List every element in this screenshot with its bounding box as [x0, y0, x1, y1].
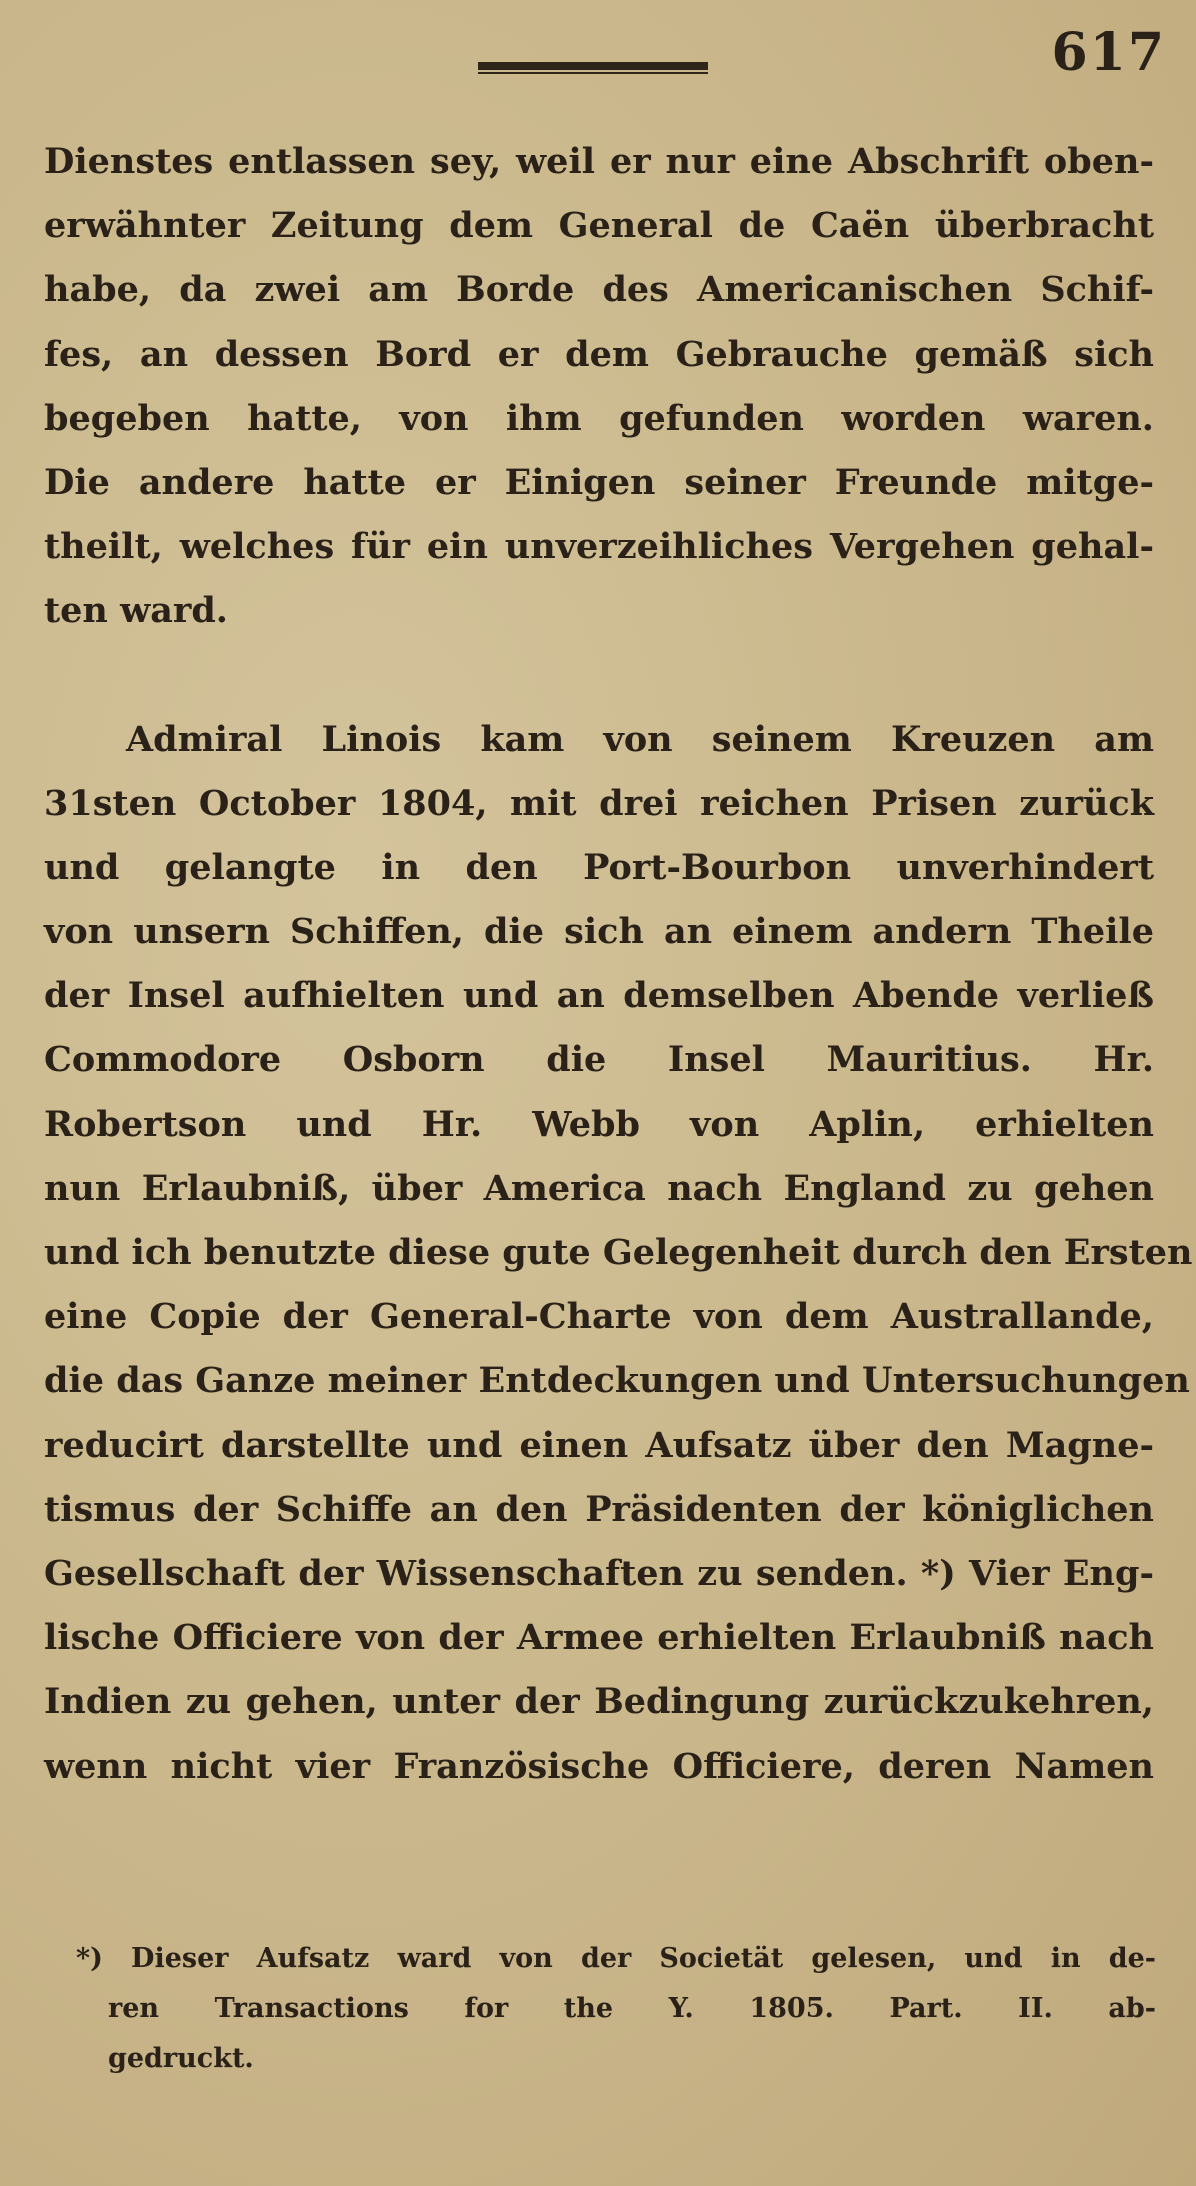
text-line: lische Officiere von der Armee erhielten Erlaubniß nach [44, 1617, 1154, 1659]
text-line: Dienstes entlassen sey, weil er nur eine Abschrift oben- [44, 141, 1154, 182]
body-text [44, 130, 1193, 1799]
footnote [76, 1934, 1156, 2084]
text-line: erwähnter Zeitung dem General de Caën überbracht [44, 205, 1154, 247]
page-number: 617 [1051, 22, 1166, 83]
text-line: die das Ganze meiner Entdeckungen und Untersuchungen [44, 1360, 1190, 1402]
text-line: Admiral Linois kam von seinem Kreuzen am [126, 718, 1154, 760]
text-line: Commodore Osborn die Insel Mauritius. Hr. [44, 1039, 1154, 1081]
text-line: wenn nicht vier Französische Officiere, deren Namen [44, 1745, 1154, 1787]
text-line: habe, da zwei am Borde des Americanischen Schif- [44, 269, 1154, 311]
header-rule [478, 62, 708, 70]
text-line: nun Erlaubniß, über America nach England zu gehen [44, 1167, 1154, 1209]
text-line: theilt, welches für ein unverzeihliches Vergehen gehal- [44, 526, 1154, 568]
text-line: tismus der Schiffe an den Präsidenten der königlichen [44, 1488, 1154, 1530]
text-line: Indien zu gehen, unter der Bedingung zurückzukehren, [44, 1681, 1154, 1723]
paragraph-2 [44, 708, 1193, 1799]
text-line: Robertson und Hr. Webb von Aplin, erhielten [44, 1103, 1154, 1145]
footnote-line: *) Dieser Aufsatz ward von der Societät gelesen, und in de- [76, 1943, 1156, 1974]
text-line: reducirt darstellte und einen Aufsatz über den Magne- [44, 1424, 1154, 1466]
text-line: und gelangte in den Port-Bourbon unverhindert [44, 846, 1154, 888]
text-line: fes, an dessen Bord er dem Gebrauche gemäß sich [44, 333, 1154, 375]
text-line: und ich benutzte diese gute Gelegenheit durch den Ersten [44, 1232, 1193, 1273]
text-line: eine Copie der General-Charte von dem Australlande, [44, 1296, 1154, 1338]
text-line: 31sten October 1804, mit drei reichen Prisen zurück [44, 782, 1154, 824]
text-line: Gesellschaft der Wissenschaften zu senden. *) Vier Eng- [44, 1552, 1154, 1594]
text-line: der Insel aufhielten und an demselben Abende verließ [44, 975, 1154, 1017]
paragraph-1 [44, 130, 1154, 644]
text-line: Die andere hatte er Einigen seiner Freunde mitge- [44, 461, 1154, 503]
text-line: von unsern Schiffen, die sich an einem andern Theile [44, 911, 1154, 953]
footnote-line: gedruckt. [108, 2043, 254, 2074]
text-line: begeben hatte, von ihm gefunden worden waren. [44, 397, 1154, 439]
footnote-line: ren Transactions for the Y. 1805. Part. II. ab- [108, 1993, 1156, 2024]
text-line: ten ward. [44, 590, 228, 632]
